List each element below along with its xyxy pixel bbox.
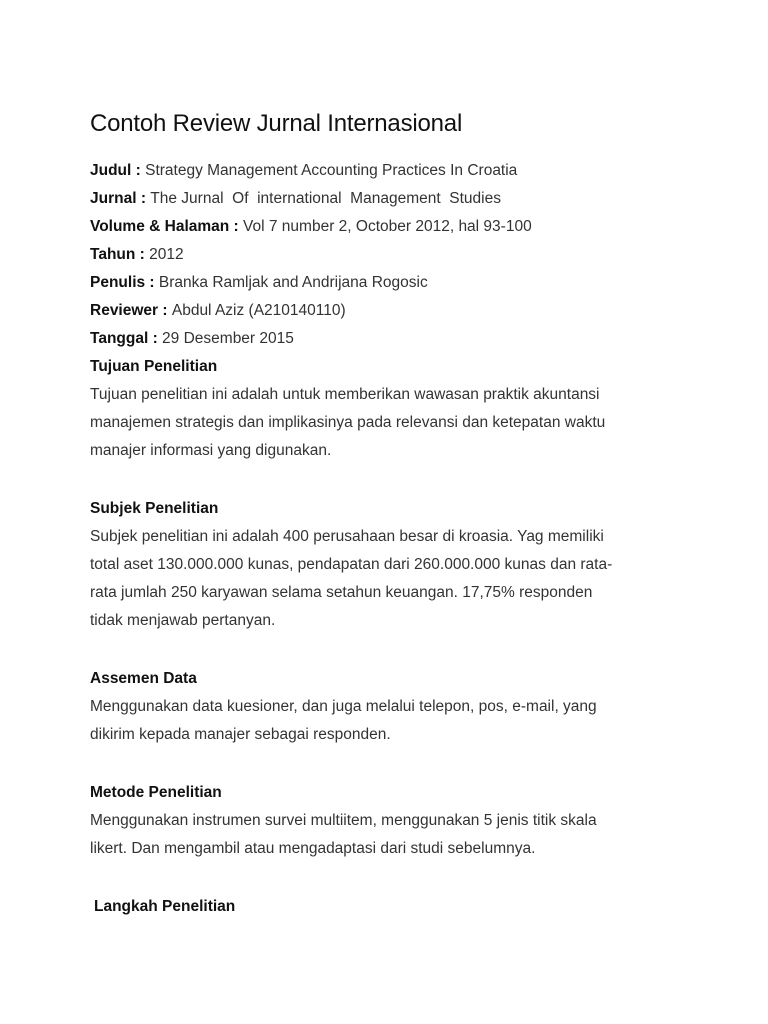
section-line: Menggunakan data kuesioner, dan juga melalui telepon, pos, e-mail, yang — [90, 698, 597, 715]
meta-key: Reviewer : — [90, 302, 172, 319]
meta-key: Penulis : — [90, 274, 159, 291]
meta-block — [90, 157, 688, 353]
page-title: Contoh Review Jurnal Internasional — [90, 110, 463, 137]
paragraph-gap — [90, 465, 688, 495]
meta-jurnal — [90, 185, 688, 213]
section-line: rata jumlah 250 karyawan selama setahun keuangan. 17,75% responden — [90, 584, 593, 601]
paragraph-gap — [90, 749, 688, 779]
section-line: Menggunakan instrumen survei multiitem, menggunakan 5 jenis titik skala — [90, 812, 597, 829]
section-heading: Assemen Data — [90, 670, 197, 687]
meta-value: Strategy Management Accounting Practices In Croatia — [145, 162, 518, 179]
meta-value: The Jurnal Of international Management Studies — [150, 190, 501, 207]
section-line: likert. Dan mengambil atau mengadaptasi dari studi sebelumnya. — [90, 840, 536, 857]
meta-value: Branka Ramljak and Andrijana Rogosic — [158, 274, 428, 291]
section-heading: Tujuan Penelitian — [90, 358, 218, 375]
section-line: manajemen strategis dan implikasinya pada relevansi dan ketepatan waktu — [90, 414, 606, 431]
section-line: total aset 130.000.000 kunas, pendapatan dari 260.000.000 kunas dan rata- — [90, 556, 613, 573]
section-line: tidak menjawab pertanyan. — [90, 612, 276, 629]
section-line: Tujuan penelitian ini adalah untuk memberikan wawasan praktik akuntansi — [90, 386, 600, 403]
section-subjek-penelitian — [90, 495, 688, 635]
meta-judul — [90, 157, 688, 185]
meta-key: Volume & Halaman : — [90, 218, 244, 235]
section-assemen-data — [90, 665, 688, 749]
meta-tanggal — [90, 325, 688, 353]
section-line: manajer informasi yang digunakan. — [90, 442, 332, 459]
meta-value: Abdul Aziz (A210140110) — [171, 302, 346, 319]
section-heading: Subjek Penelitian — [90, 500, 219, 517]
meta-volume-halaman — [90, 213, 688, 241]
section-heading: Metode Penelitian — [90, 784, 222, 801]
meta-reviewer — [90, 297, 688, 325]
meta-value: 2012 — [149, 246, 184, 263]
paragraph-gap — [90, 635, 688, 665]
meta-key: Judul : — [90, 162, 146, 179]
meta-key: Tanggal : — [90, 330, 163, 347]
section-langkah-penelitian — [90, 893, 688, 921]
section-line: Subjek penelitian ini adalah 400 perusahaan besar di kroasia. Yag memiliki — [90, 528, 604, 545]
meta-value: Vol 7 number 2, October 2012, hal 93-100 — [243, 218, 532, 235]
section-metode-penelitian — [90, 779, 688, 863]
section-heading: Langkah Penelitian — [94, 898, 236, 915]
meta-tahun — [90, 241, 688, 269]
meta-key: Tahun : — [90, 246, 150, 263]
section-tujuan-penelitian — [90, 353, 688, 465]
meta-penulis — [90, 269, 688, 297]
meta-key: Jurnal : — [90, 190, 151, 207]
paragraph-gap — [90, 863, 688, 893]
section-line: dikirim kepada manajer sebagai responden. — [90, 726, 391, 743]
meta-value: 29 Desember 2015 — [162, 330, 294, 347]
